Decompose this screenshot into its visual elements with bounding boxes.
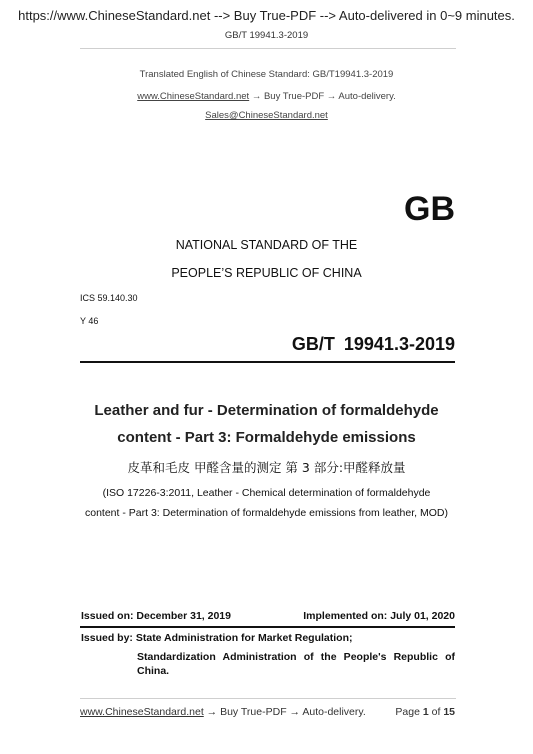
y-code: Y 46	[80, 316, 99, 326]
title-line2: content - Part 3: Formaldehyde emissions	[117, 429, 416, 446]
page-label: Page	[395, 706, 420, 718]
header-divider	[80, 48, 456, 49]
page-current: 1	[422, 706, 429, 718]
national-standard-line1: NATIONAL STANDARD OF THE	[175, 238, 358, 252]
top-banner[interactable]: https://www.ChineseStandard.net --> Buy True-PDF --> Auto-delivered in 0~9 minutes.	[18, 8, 515, 23]
page-total: 15	[443, 706, 455, 718]
implemented-date: Implemented on: July 01, 2020	[303, 610, 455, 622]
issued-date: Issued on: December 31, 2019	[81, 610, 231, 622]
footer-divider	[80, 698, 456, 699]
translation-note: Translated English of Chinese Standard: GB/T19941.3-2019	[139, 69, 394, 80]
page-of: of	[431, 706, 441, 718]
iso-reference-line1: (ISO 17226-3:2011, Leather - Chemical determination of formaldehyde	[102, 487, 431, 499]
footer-site-link[interactable]: www.ChineseStandard.net	[80, 706, 204, 718]
site-link[interactable]: www.ChineseStandard.net	[137, 91, 250, 102]
standard-number-rule	[80, 361, 455, 363]
ics-code: ICS 59.140.30	[80, 293, 138, 303]
standard-number: GB/T 19941.3-2019	[291, 334, 455, 354]
footer-site-line	[80, 706, 366, 718]
sales-email-link[interactable]: Sales@ChineseStandard.net	[205, 110, 328, 121]
iso-reference-line2: content - Part 3: Determination of formaldehyde emissions from leather, MOD)	[85, 507, 448, 519]
chinese-title: 皮革和毛皮 甲醛含量的测定 第 3 部分:甲醛释放量	[127, 460, 406, 475]
sales-email-line	[0, 110, 533, 121]
issuer-line1: Issued by: State Administration for Market Regulation;	[81, 632, 353, 644]
dates-rule	[80, 626, 455, 628]
national-standard-line2: PEOPLE’S REPUBLIC OF CHINA	[171, 266, 362, 280]
title-line1: Leather and fur - Determination of formaldehyde	[94, 402, 439, 419]
gb-mark: GB	[404, 190, 455, 228]
footer-buy-note: → Buy True-PDF → Auto-delivery.	[203, 706, 366, 718]
header-standard-code: GB/T 19941.3-2019	[224, 30, 309, 41]
issuer-line2: Standardization Administration of the People's Republic of China.	[137, 651, 455, 677]
buy-note: → Buy True-PDF → Auto-delivery.	[249, 91, 396, 102]
translation-site-line	[0, 91, 533, 102]
page-indicator	[330, 706, 455, 718]
